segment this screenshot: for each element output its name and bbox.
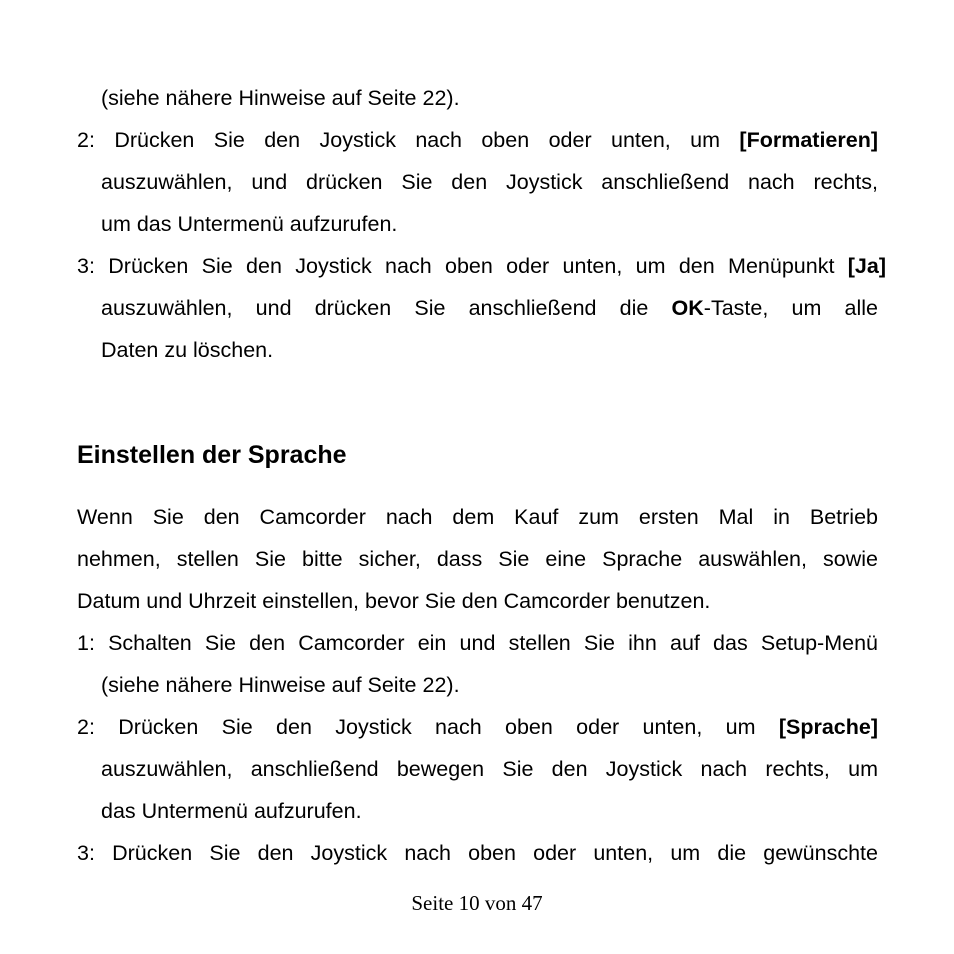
section-heading: Einstellen der Sprache bbox=[77, 441, 347, 469]
text-line: um das Untermenü aufzurufen. bbox=[101, 212, 398, 236]
text-line: auszuwählen, und drücken Sie den Joystick anschließend nach rechts, bbox=[101, 170, 878, 194]
text-line: 3: Drücken Sie den Joystick nach oben oder unten, um die gewünschte bbox=[77, 841, 878, 865]
bold-term: [Formatieren] bbox=[739, 128, 878, 152]
page-footer: Seite 10 von 47 bbox=[411, 891, 543, 915]
text-segment: 2: Drücken Sie den Joystick nach oben oder unten, um bbox=[77, 128, 721, 152]
text-line bbox=[101, 295, 878, 321]
bold-term: [Ja] bbox=[847, 254, 886, 278]
text-segment bbox=[672, 296, 878, 320]
text-line bbox=[77, 253, 886, 279]
text-line: 1: Schalten Sie den Camcorder ein und stellen Sie ihn auf das Setup-Menü bbox=[77, 631, 878, 655]
text-segment: 3: Drücken Sie den Joystick nach oben oder unten, um den Menüpunkt bbox=[77, 254, 835, 278]
text-line bbox=[77, 714, 878, 740]
text-line: auszuwählen, anschließend bewegen Sie den Joystick nach rechts, um bbox=[101, 757, 878, 781]
text-segment: auszuwählen, und drücken Sie anschließend die bbox=[101, 296, 649, 320]
text-line: (siehe nähere Hinweise auf Seite 22). bbox=[101, 673, 460, 697]
text-segment: 2: Drücken Sie den Joystick nach oben oder unten, um bbox=[77, 715, 756, 739]
bold-term: [Sprache] bbox=[778, 715, 878, 739]
text-line: Wenn Sie den Camcorder nach dem Kauf zum ersten Mal in Betrieb bbox=[77, 505, 878, 529]
text-line bbox=[77, 127, 878, 153]
text-line: (siehe nähere Hinweise auf Seite 22). bbox=[101, 86, 460, 110]
text-line: das Untermenü aufzurufen. bbox=[101, 799, 362, 823]
bold-term: OK bbox=[671, 296, 704, 320]
text-line: Datum und Uhrzeit einstellen, bevor Sie den Camcorder benutzen. bbox=[77, 589, 711, 613]
text-line: nehmen, stellen Sie bitte sicher, dass Sie eine Sprache auswählen, sowie bbox=[77, 547, 878, 571]
text-segment: -Taste, um alle bbox=[703, 296, 878, 320]
text-line: Daten zu löschen. bbox=[101, 338, 274, 362]
